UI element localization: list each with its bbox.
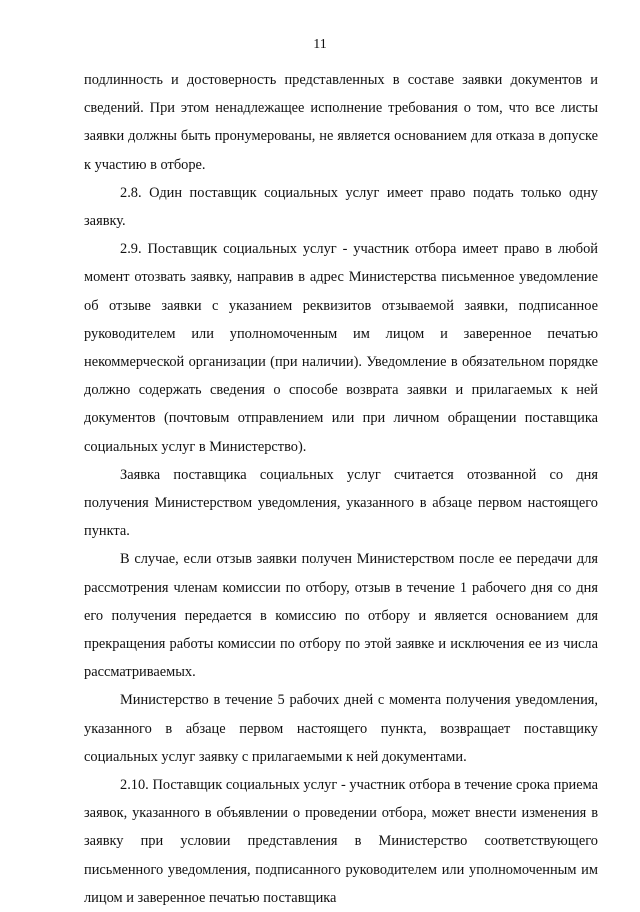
paragraph-2-9: 2.9. Поставщик социальных услуг - участник отбора имеет право в любой момент отозвать заявку, направив в адрес Министерства письменное уведомление об отзыве заявки с указанием реквизитов отзываемой заявки, подписанное руководителем или уполномоченным им лицом и заверенное печатью некоммерческой организации (при наличии). Уведомление в обязательном порядке должно содержать сведения о способе возврата заявки и прилагаемых к ней документов (почтовым отправлением или при личном обращении поставщика социальных услуг в Министерство). <box>84 241 598 455</box>
paragraph-continuation: подлинность и достоверность представленных в составе заявки документов и сведений. При этом ненадлежащее исполнение требования о том, что все листы заявки должны быть пронумерованы, не является основанием для отказа в допуске к участию в отборе. <box>84 72 598 173</box>
page-number: 11 <box>313 37 327 52</box>
paragraph-return-documents: Министерство в течение 5 рабочих дней с момента получения уведомления, указанного в абзаце первом настоящего пункта, возвращает поставщику социальных услуг заявку с прилагаемыми к ней документами. <box>84 692 598 765</box>
document-body <box>84 66 598 912</box>
paragraph-withdrawal-after-transfer: В случае, если отзыв заявки получен Министерством после ее передачи для рассмотрения членам комиссии по отбору, отзыв в течение 1 рабочего дня со дня его получения передается в комиссию по отбору и является основанием для прекращения работы комиссии по отбору по этой заявке и исключения ее из числа рассматриваемых. <box>84 551 598 681</box>
paragraph-2-8: 2.8. Один поставщик социальных услуг имеет право подать только одну заявку. <box>84 184 598 230</box>
paragraph-2-10: 2.10. Поставщик социальных услуг - участник отбора в течение срока приема заявок, указанного в объявлении о проведении отбора, может внести изменения в заявку при условии представления в Министерство соответствующего письменного уведомления, подписанного руководителем или уполномоченным им лицом и заверенное печатью поставщика <box>84 777 598 906</box>
paragraph-withdrawal-date: Заявка поставщика социальных услуг считается отозванной со дня получения Министерством уведомления, указанного в абзаце первом настоящего пункта. <box>84 466 598 540</box>
